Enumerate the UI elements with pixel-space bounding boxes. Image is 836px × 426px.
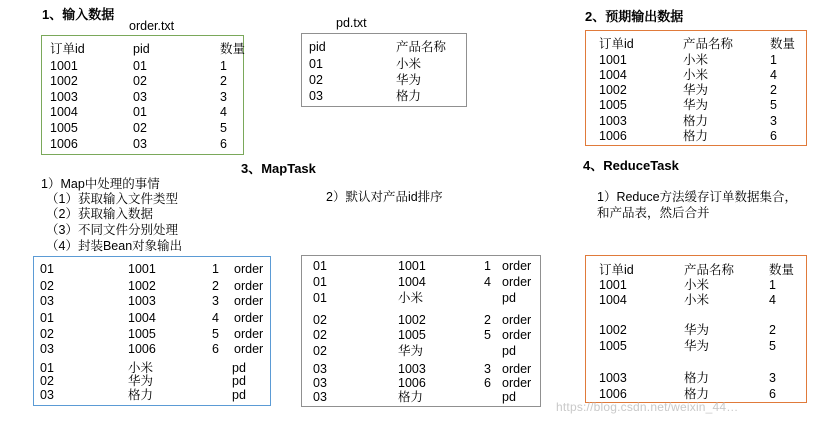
map-output-cell: 小米 — [128, 361, 154, 375]
reduce-table-cell: 1005 — [599, 339, 627, 353]
expected-table-cell: 4 — [770, 68, 777, 82]
sorted-output-cell: 03 — [313, 376, 327, 390]
reduce-note-line-1: 1）Reduce方法缓存订单数据集合， — [597, 190, 798, 204]
reduce-table-cell: 1002 — [599, 323, 627, 337]
sorted-output-cell: 小米 — [398, 291, 424, 305]
map-output-cell: pd — [232, 361, 246, 375]
map-note-5: （4）封装Bean对象输出 — [46, 239, 183, 253]
order-table-cell: 02 — [133, 74, 147, 88]
expected-table-cell: 华为 — [683, 98, 709, 112]
sorted-output-cell: pd — [502, 344, 516, 358]
map-output-cell: order — [234, 342, 264, 356]
order-table-cell: 5 — [220, 121, 227, 135]
map-output-cell: 6 — [212, 342, 219, 356]
map-note-3: （2）获取输入数据 — [46, 207, 153, 221]
expected-table-cell: 1005 — [599, 98, 627, 112]
map-output-cell: order — [234, 262, 264, 276]
reduce-table-cell: 华为 — [684, 323, 710, 337]
reduce-table-cell: 6 — [769, 387, 776, 401]
order-table-header-cell: 订单id — [50, 42, 85, 56]
map-output-cell: 3 — [212, 294, 219, 308]
sorted-output-cell: 02 — [313, 344, 327, 358]
map-output-cell: 01 — [40, 361, 54, 375]
map-output-cell: 03 — [40, 342, 54, 356]
sorted-output-cell: 1005 — [398, 328, 426, 342]
order-table-cell: 02 — [133, 121, 147, 135]
order-table-cell: 1002 — [50, 74, 78, 88]
order-table-cell: 2 — [220, 74, 227, 88]
map-output-cell: order — [234, 327, 264, 341]
map-note-4: （3）不同文件分别处理 — [46, 223, 178, 237]
map-note-2: （1）获取输入文件类型 — [46, 192, 178, 206]
sort-note: 2）默认对产品id排序 — [326, 190, 443, 204]
sorted-output-cell: 02 — [313, 313, 327, 327]
order-table-header-cell: 数量 — [220, 42, 246, 56]
sorted-output-cell: 4 — [484, 275, 491, 289]
sorted-output-cell: pd — [502, 390, 516, 404]
expected-table-cell: 华为 — [683, 83, 709, 97]
sorted-output-cell: 03 — [313, 362, 327, 376]
map-output-cell: 1004 — [128, 311, 156, 325]
sorted-output-cell: 1 — [484, 259, 491, 273]
expected-table-cell: 1003 — [599, 114, 627, 128]
sorted-output-cell: 2 — [484, 313, 491, 327]
pd-table-cell: 02 — [309, 73, 323, 87]
expected-table-header-cell: 数量 — [770, 37, 796, 51]
reduce-table-cell: 1 — [769, 278, 776, 292]
expected-table-cell: 2 — [770, 83, 777, 97]
reduce-table-cell: 小米 — [684, 278, 710, 292]
order-table-cell: 01 — [133, 105, 147, 119]
sorted-output-cell: 华为 — [398, 344, 424, 358]
map-output-cell: order — [234, 311, 264, 325]
pd-table-header-cell: pid — [309, 40, 326, 54]
map-output-cell: 2 — [212, 279, 219, 293]
sorted-output-cell: order — [502, 313, 532, 327]
sorted-output-cell: 01 — [313, 275, 327, 289]
order-table-cell: 1001 — [50, 59, 78, 73]
map-output-cell: 1006 — [128, 342, 156, 356]
map-output-cell: 华为 — [128, 374, 154, 388]
expected-table-header-cell: 产品名称 — [683, 37, 734, 51]
order-table-cell: 6 — [220, 137, 227, 151]
expected-table-cell: 1002 — [599, 83, 627, 97]
map-output-cell: 03 — [40, 294, 54, 308]
map-output-cell: 01 — [40, 311, 54, 325]
reduce-table-cell: 4 — [769, 293, 776, 307]
reduce-table-header-cell: 数量 — [769, 263, 795, 277]
section-3-title: 3、MapTask — [241, 161, 316, 176]
order-table-header-cell: pid — [133, 42, 150, 56]
order-table-cell: 3 — [220, 90, 227, 104]
order-table-cell: 1003 — [50, 90, 78, 104]
map-output-cell: 02 — [40, 327, 54, 341]
reduce-table-cell: 3 — [769, 371, 776, 385]
order-table-cell: 03 — [133, 90, 147, 104]
map-output-cell: 4 — [212, 311, 219, 325]
sorted-output-cell: 02 — [313, 328, 327, 342]
expected-table-cell: 小米 — [683, 68, 709, 82]
order-table-cell: 1004 — [50, 105, 78, 119]
sorted-output-cell: order — [502, 362, 532, 376]
section-2-title: 2、预期输出数据 — [585, 9, 684, 24]
reduce-table-cell: 格力 — [684, 371, 710, 385]
map-output-cell: 01 — [40, 262, 54, 276]
order-table-cell: 4 — [220, 105, 227, 119]
map-output-cell: 1001 — [128, 262, 156, 276]
pd-table-cell: 03 — [309, 89, 323, 103]
reduce-table-cell: 格力 — [684, 387, 710, 401]
map-note-1: 1）Map中处理的事情 — [41, 177, 160, 191]
sorted-output-cell: pd — [502, 291, 516, 305]
section-1-title: 1、输入数据 — [42, 7, 115, 22]
order-table-cell: 1 — [220, 59, 227, 73]
order-table-cell: 01 — [133, 59, 147, 73]
map-output-cell: 1005 — [128, 327, 156, 341]
sorted-output-cell: 1006 — [398, 376, 426, 390]
sorted-output-cell: 6 — [484, 376, 491, 390]
pd-table-cell: 华为 — [396, 73, 422, 87]
section-4-title: 4、ReduceTask — [583, 158, 679, 173]
pd-table-cell: 01 — [309, 57, 323, 71]
sorted-output-cell: 1001 — [398, 259, 426, 273]
reduce-table-header-cell: 产品名称 — [684, 263, 735, 277]
expected-table-cell: 1001 — [599, 53, 627, 67]
sorted-output-cell: order — [502, 376, 532, 390]
order-table-cell: 1006 — [50, 137, 78, 151]
reduce-table-cell: 1006 — [599, 387, 627, 401]
pd-table-cell: 小米 — [396, 57, 422, 71]
expected-table-cell: 1 — [770, 53, 777, 67]
map-output-cell: 02 — [40, 374, 54, 388]
expected-table-cell: 格力 — [683, 129, 709, 143]
sorted-output-cell: order — [502, 275, 532, 289]
pd-file-label: pd.txt — [336, 16, 367, 30]
sorted-output-cell: 01 — [313, 291, 327, 305]
reduce-table-cell: 1003 — [599, 371, 627, 385]
map-output-cell: 1 — [212, 262, 219, 276]
map-output-cell: 1003 — [128, 294, 156, 308]
map-output-cell: order — [234, 294, 264, 308]
reduce-table-cell: 小米 — [684, 293, 710, 307]
pd-table-cell: 格力 — [396, 89, 422, 103]
sorted-output-cell: 5 — [484, 328, 491, 342]
sorted-output-cell: 1004 — [398, 275, 426, 289]
map-output-cell: pd — [232, 374, 246, 388]
sorted-output-cell: 01 — [313, 259, 327, 273]
sorted-output-cell: 1002 — [398, 313, 426, 327]
expected-table-header-cell: 订单id — [599, 37, 634, 51]
reduce-note-line-2: 和产品表，然后合并 — [597, 206, 710, 220]
reduce-table-header-cell: 订单id — [599, 263, 634, 277]
map-output-cell: 03 — [40, 388, 54, 402]
map-output-cell: pd — [232, 388, 246, 402]
map-output-cell: 02 — [40, 279, 54, 293]
watermark: https://blog.csdn.net/weixin_44… — [556, 400, 739, 414]
expected-table-cell: 格力 — [683, 114, 709, 128]
sorted-output-cell: 1003 — [398, 362, 426, 376]
reduce-table-cell: 1004 — [599, 293, 627, 307]
pd-table-header-cell: 产品名称 — [396, 40, 447, 54]
reduce-table-cell: 1001 — [599, 278, 627, 292]
sorted-output-cell: 03 — [313, 390, 327, 404]
map-output-cell: order — [234, 279, 264, 293]
sorted-output-cell: order — [502, 259, 532, 273]
order-file-label: order.txt — [129, 19, 175, 33]
sorted-output-cell: order — [502, 328, 532, 342]
order-table-cell: 1005 — [50, 121, 78, 135]
reduce-table-cell: 5 — [769, 339, 776, 353]
expected-table-cell: 1006 — [599, 129, 627, 143]
expected-table-cell: 小米 — [683, 53, 709, 67]
expected-table-cell: 3 — [770, 114, 777, 128]
sorted-output-cell: 3 — [484, 362, 491, 376]
reduce-table-cell: 华为 — [684, 339, 710, 353]
sorted-output-cell: 格力 — [398, 390, 424, 404]
reduce-table-cell: 2 — [769, 323, 776, 337]
expected-table-cell: 5 — [770, 98, 777, 112]
expected-table-cell: 1004 — [599, 68, 627, 82]
map-output-cell: 5 — [212, 327, 219, 341]
map-output-cell: 1002 — [128, 279, 156, 293]
expected-table-cell: 6 — [770, 129, 777, 143]
order-table-cell: 03 — [133, 137, 147, 151]
map-output-cell: 格力 — [128, 388, 154, 402]
